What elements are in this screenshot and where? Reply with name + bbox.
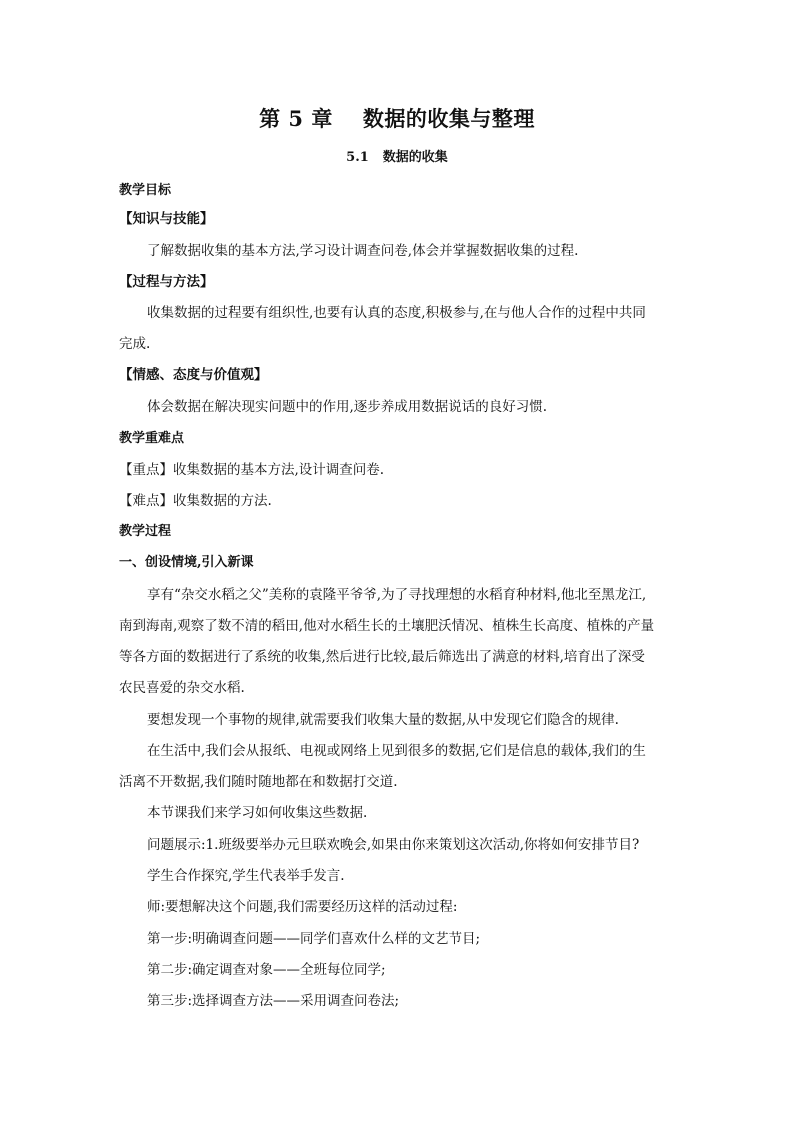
paragraph-1-line2: 南到海南,观察了数不清的稻田,他对水稻生长的土壤肥沃情况、植株生长高度、植株的产量 — [119, 618, 655, 634]
chapter-title — [0, 103, 794, 133]
process-text-line2: 完成. — [119, 336, 151, 352]
key-point: 【重点】收集数据的基本方法,设计调查问卷. — [119, 462, 385, 478]
paragraph-1-line1: 享有“杂交水稻之父”美称的袁隆平爷爷,为了寻找理想的水稻育种材料,他北至黑龙江, — [147, 587, 647, 603]
process-text-line1: 收集数据的过程要有组织性,也要有认真的态度,积极参与,在与他人合作的过程中共同 — [147, 305, 646, 321]
section-name: 数据的收集 — [382, 150, 448, 165]
step-2: 第二步:确定调查对象——全班每位同学; — [147, 962, 386, 978]
chapter-name: 数据的收集与整理 — [362, 106, 535, 131]
section-title — [0, 146, 794, 165]
step-3: 第三步:选择调查方法——采用调查问卷法; — [147, 993, 400, 1009]
key-heading: 教学重难点 — [119, 431, 185, 446]
knowledge-heading: 【知识与技能】 — [119, 211, 214, 227]
paragraph-7: 师:要想解决这个问题,我们需要经历这样的活动过程: — [147, 899, 458, 915]
difficult-point: 【难点】收集数据的方法. — [119, 493, 272, 509]
paragraph-6: 学生合作探究,学生代表举手发言. — [147, 868, 345, 884]
paragraph-1-line4: 农民喜爱的杂交水稻. — [119, 680, 245, 696]
paragraph-3-line2: 活离不开数据,我们随时随地都在和数据打交道. — [119, 774, 398, 790]
paragraph-4: 本节课我们来学习如何收集这些数据. — [147, 805, 368, 821]
paragraph-2: 要想发现一个事物的规律,就需要我们收集大量的数据,从中发现它们隐含的规律. — [147, 712, 619, 728]
section-one-heading: 一、创设情境,引入新课 — [119, 555, 254, 570]
paragraph-3-line1: 在生活中,我们会从报纸、电视或网络上见到很多的数据,它们是信息的载体,我们的生 — [147, 743, 646, 759]
emotion-text: 体会数据在解决现实问题中的作用,逐步养成用数据说话的良好习惯. — [147, 399, 548, 415]
section-number: 5.1 — [346, 150, 369, 165]
emotion-heading: 【情感、态度与价值观】 — [119, 367, 268, 383]
process-heading: 【过程与方法】 — [119, 274, 214, 290]
goals-heading: 教学目标 — [119, 183, 172, 198]
knowledge-text: 了解数据收集的基本方法,学习设计调查问卷,体会并掌握数据收集的过程. — [147, 243, 579, 259]
process-main-heading: 教学过程 — [119, 524, 172, 539]
paragraph-5: 问题展示:1.班级要举办元旦联欢晚会,如果由你来策划这次活动,你将如何安排节目? — [147, 837, 640, 853]
paragraph-1-line3: 等各方面的数据进行了系统的收集,然后进行比较,最后筛选出了满意的材料,培育出了深受 — [119, 649, 645, 665]
step-1: 第一步:明确调查问题——同学们喜欢什么样的文艺节目; — [147, 931, 481, 947]
chapter-number: 第 5 章 — [259, 106, 333, 131]
